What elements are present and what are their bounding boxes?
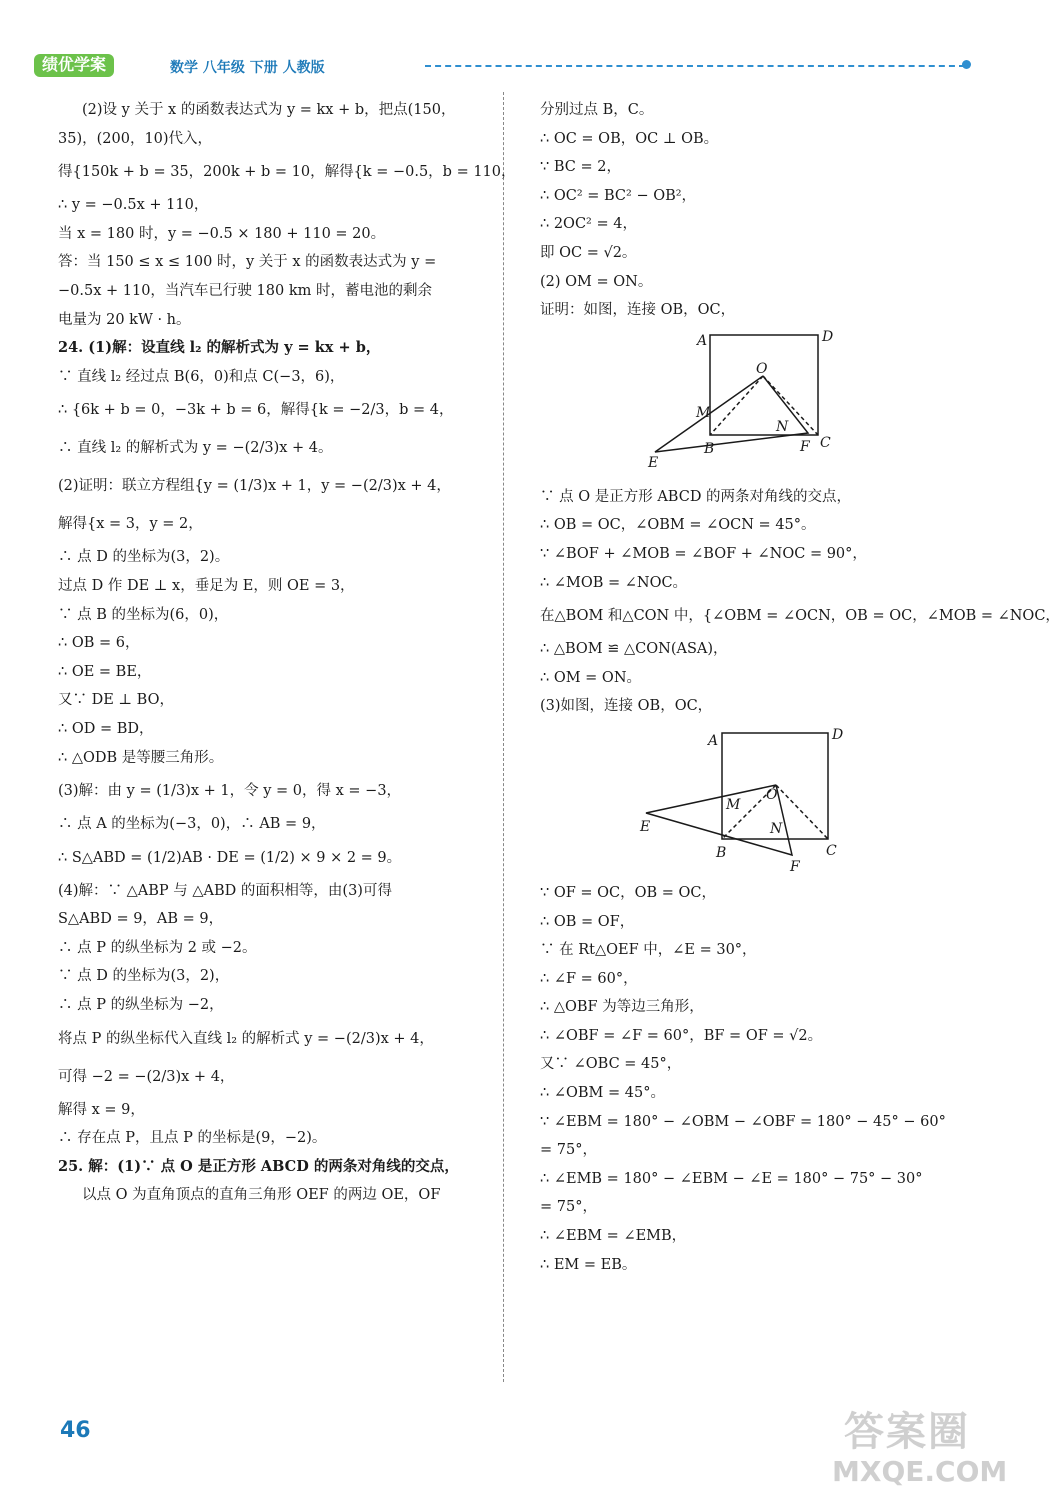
label-D: D: [822, 328, 834, 345]
geometry-figure-2: [540, 723, 860, 873]
text-line: ∴ S△ABD = (1/2)AB · DE = (1/2) × 9 × 2 = 9。: [58, 849, 402, 866]
column-divider: [503, 92, 504, 1382]
text-line: 又∵ DE ⊥ BO，: [58, 692, 174, 709]
label-F: F: [800, 438, 810, 455]
label-C: C: [826, 842, 837, 859]
text-line: ∴ OC = OB，OC ⊥ OB。: [540, 130, 719, 147]
label-B: B: [704, 440, 715, 457]
triangle-oef: [655, 376, 808, 452]
text-line: ∴ ∠MOB = ∠NOC。: [540, 574, 688, 591]
text-line: = 75°，: [540, 1142, 597, 1159]
text-line: S△ABD = 9，AB = 9，: [58, 911, 224, 928]
text-line: ∵ BC = 2，: [540, 159, 621, 176]
text-line: ∴ ∠EMB = 180° − ∠EBM − ∠E = 180° − 75° − 30°: [540, 1170, 923, 1187]
text-line: ∴ {6k + b = 0，−3k + b = 6，解得{k = −2/3，b = 4，: [58, 402, 454, 419]
text-line: ∴ 点 A 的坐标为(−3，0)，∴ AB = 9，: [58, 816, 326, 833]
segment-ob: [710, 376, 763, 435]
text-line: ∴ OB = OF，: [540, 913, 635, 930]
text-line: (2)证明：联立方程组{y = (1/3)x + 1，y = −(2/3)x + 4，: [58, 478, 451, 495]
brand-logo: 绩优学案: [34, 54, 114, 77]
header-dashed-rule: [425, 65, 965, 67]
text-line: ∴ △BOM ≌ △CON(ASA)，: [540, 641, 728, 658]
page-header: [30, 50, 980, 80]
text-line: ∴ ∠OBM = 45°。: [540, 1085, 665, 1102]
text-line: 证明：如图，连接 OB，OC，: [540, 302, 736, 319]
segment-oc: [776, 785, 828, 839]
book-info: 数学 八年级 下册 人教版: [170, 60, 325, 76]
text-line: ∵ OF = OC，OB = OC，: [540, 884, 717, 901]
text-line: ∴ y = −0.5x + 110，: [58, 197, 209, 214]
text-line: ∴ 点 D 的坐标为(3，2)。: [58, 549, 230, 566]
text-line: ∴ 存在点 P，且点 P 的坐标是(9，−2)。: [58, 1130, 327, 1147]
label-O: O: [766, 786, 778, 803]
header-dot: [962, 60, 971, 69]
left-column: [58, 96, 516, 1210]
text-line: ∴ OM = ON。: [540, 669, 642, 686]
text-line: ∴ OD = BD，: [58, 720, 154, 737]
text-line: ∵ 点 O 是正方形 ABCD 的两条对角线的交点，: [540, 488, 852, 505]
label-M: M: [726, 796, 741, 813]
text-line: 35)，(200，10)代入，: [58, 130, 213, 147]
text-line: ∴ 2OC² = 4，: [540, 216, 637, 233]
label-A: A: [708, 732, 719, 749]
label-N: N: [770, 820, 783, 837]
label-E: E: [640, 818, 651, 835]
text-line: ∴ OB = OC，∠OBM = ∠OCN = 45°。: [540, 517, 816, 534]
label-M: M: [696, 404, 711, 421]
text-line: (2) OM = ON。: [540, 273, 653, 290]
question-25: 25. 解：(1)∵ 点 O 是正方形 ABCD 的两条对角线的交点，: [58, 1157, 459, 1175]
text-line: −0.5x + 110，当汽车已行驶 180 km 时，蓄电池的剩余: [58, 282, 432, 299]
text-line: ∵ 在 Rt△OEF 中，∠E = 30°，: [540, 942, 757, 959]
text-line: 当 x = 180 时，y = −0.5 × 180 + 110 = 20。: [58, 225, 386, 242]
text-line: ∴ ∠F = 60°，: [540, 970, 638, 987]
text-line: 解得 x = 9，: [58, 1101, 145, 1118]
text-line: ∴ 点 P 的纵坐标为 −2，: [58, 997, 224, 1014]
text-line: 又∵ ∠OBC = 45°，: [540, 1056, 682, 1073]
page-number: 46: [60, 1418, 91, 1443]
text-line: ∵ 点 D 的坐标为(3，2)，: [58, 968, 230, 985]
watermark-url: MXQE.COM: [832, 1455, 1008, 1488]
text-line: ∵ 点 B 的坐标为(6，0)，: [58, 606, 229, 623]
text-line: 将点 P 的纵坐标代入直线 l₂ 的解析式 y = −(2/3)x + 4，: [58, 1030, 434, 1047]
text-line: 即 OC = √2。: [540, 244, 637, 261]
right-column: [540, 96, 1060, 1279]
text-line: ∴ △OBF 为等边三角形，: [540, 999, 704, 1016]
label-B: B: [716, 844, 727, 861]
text-line: ∴ OB = 6，: [58, 635, 140, 652]
text-line: 电量为 20 kW · h。: [58, 311, 191, 328]
square-abcd: [710, 335, 818, 435]
text-line: 解得{x = 3，y = 2，: [58, 516, 203, 533]
text-line: (3)如图，连接 OB，OC，: [540, 698, 713, 715]
label-C: C: [820, 434, 831, 451]
label-O: O: [756, 360, 768, 377]
text-line: 以点 O 为直角顶点的直角三角形 OEF 的两边 OE，OF: [82, 1187, 441, 1204]
label-E: E: [648, 454, 659, 471]
text-line: 过点 D 作 DE ⊥ x，垂足为 E，则 OE = 3，: [58, 577, 355, 594]
label-A: A: [697, 332, 708, 349]
text-line: (3)解：由 y = (1/3)x + 1，令 y = 0，得 x = −3，: [58, 783, 402, 800]
text-line: ∴ EM = EB。: [540, 1256, 637, 1273]
text-line: ∴ 点 P 的纵坐标为 2 或 −2。: [58, 939, 257, 956]
text-line: = 75°，: [540, 1199, 597, 1216]
text-line: 可得 −2 = −(2/3)x + 4，: [58, 1068, 235, 1085]
text-line: ∴ ∠EBM = ∠EMB，: [540, 1228, 687, 1245]
label-F: F: [790, 858, 800, 875]
text-line: ∴ △ODB 是等腰三角形。: [58, 749, 224, 766]
watermark-title: 答案圈: [844, 1409, 970, 1455]
text-line: 答：当 150 ≤ x ≤ 100 时，y 关于 x 的函数表达式为 y =: [58, 254, 437, 271]
segment-oc: [763, 376, 818, 435]
text-line: (2)设 y 关于 x 的函数表达式为 y = kx + b，把点(150，: [82, 102, 456, 118]
question-24: 24. (1)解：设直线 l₂ 的解析式为 y = kx + b，: [58, 339, 381, 357]
label-D: D: [832, 726, 844, 743]
watermark: [832, 1408, 1008, 1494]
text-line: ∴ OE = BE，: [58, 663, 152, 680]
geometry-figure-1: [540, 327, 860, 477]
text-line: (4)解：∵ △ABP 与 △ABD 的面积相等，由(3)可得: [58, 882, 392, 899]
text-line: 得{150k + b = 35，200k + b = 10，解得{k = −0.5，b = 110，: [58, 164, 516, 181]
label-N: N: [776, 418, 789, 435]
text-line: 在△BOM 和△CON 中，{∠OBM = ∠OCN，OB = OC，∠MOB = ∠NOC，: [540, 608, 1060, 625]
text-line: ∵ ∠BOF + ∠MOB = ∠BOF + ∠NOC = 90°，: [540, 545, 867, 562]
text-line: ∴ OC² = BC² − OB²，: [540, 187, 697, 204]
text-line: ∵ 直线 l₂ 经过点 B(6，0)和点 C(−3，6)，: [58, 368, 345, 385]
text-line: ∴ 直线 l₂ 的解析式为 y = −(2/3)x + 4。: [58, 440, 333, 457]
text-line: ∴ ∠OBF = ∠F = 60°，BF = OF = √2。: [540, 1027, 823, 1044]
text-line: ∵ ∠EBM = 180° − ∠OBM − ∠OBF = 180° − 45° − 60°: [540, 1113, 946, 1130]
text-line: 分别过点 B，C。: [540, 102, 654, 118]
